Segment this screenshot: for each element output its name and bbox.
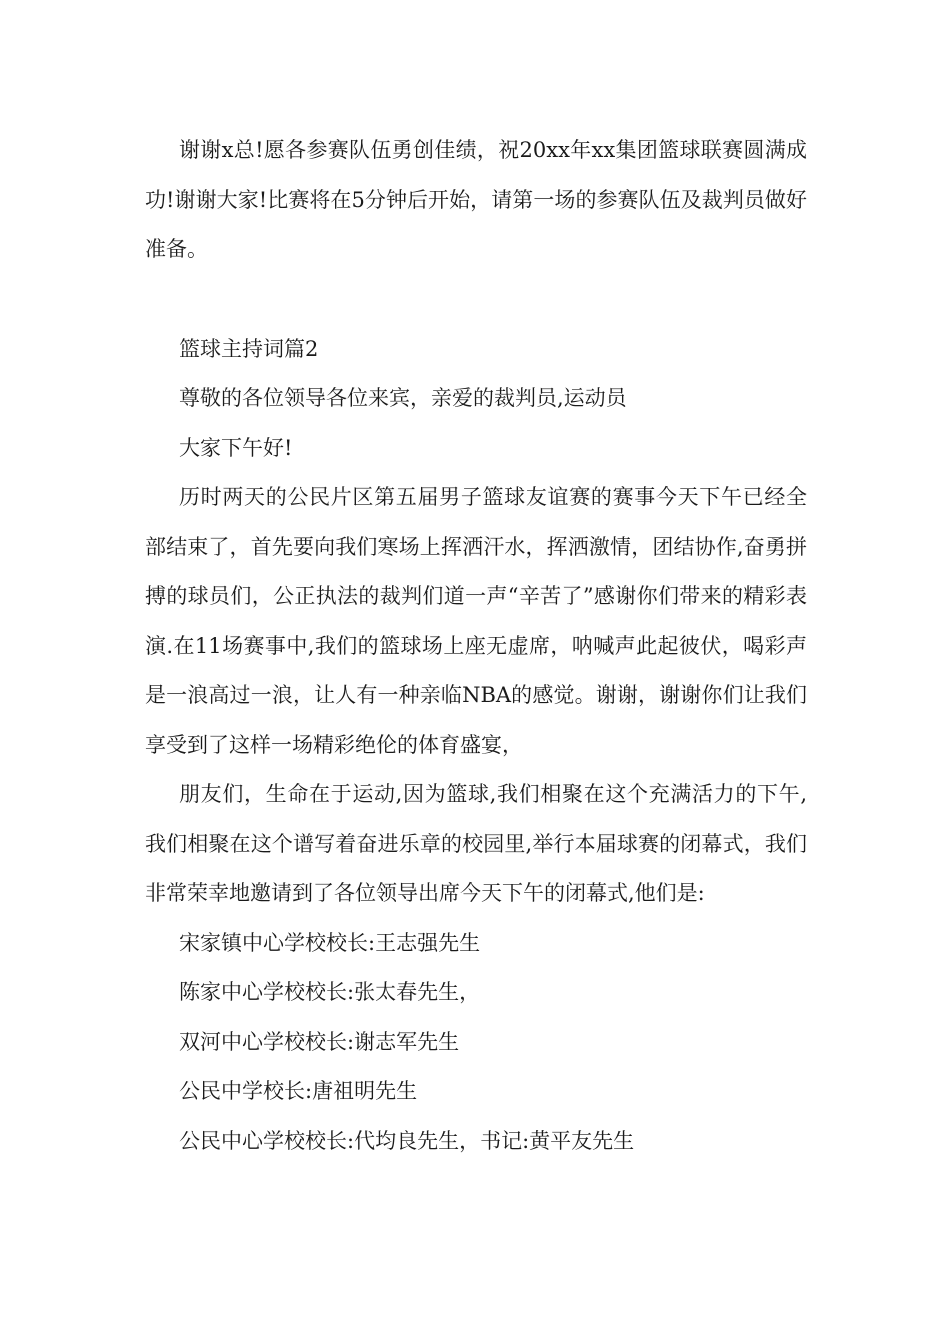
paragraph-summary: 历时两天的公民片区第五届男子篮球友谊赛的赛事今天下午已经全部结束了，首先要向我们寒场上挥洒汗水，挥洒激情，团结协作,奋勇拼搏的球员们，公正执法的裁判们道一声“辛苦了”感谢你们带来的精彩表演.在11场赛事中,我们的篮球场上座无虚席，呐喊声此起彼伏，喝彩声是一浪高过一浪，让人有一种亲临NBA的感觉。谢谢，谢谢你们让我们享受到了这样一场精彩绝伦的体育盛宴， (145, 485, 807, 757)
document-body (145, 126, 807, 1166)
guest-list-item: 陈家中心学校校长:张太春先生， (179, 980, 481, 1004)
paragraph-greeting: 大家下午好! (179, 435, 293, 460)
paragraph-spacer (145, 275, 807, 325)
guest-list-item: 公民中心学校校长:代均良先生，书记:黄平友先生 (179, 1128, 635, 1153)
guest-list-item: 公民中学校长:唐祖明先生 (179, 1079, 418, 1103)
paragraph-salutation: 尊敬的各位领导各位来宾，亲爱的裁判员,运动员 (179, 386, 627, 410)
section-heading: 篮球主持词篇2 (179, 336, 319, 361)
paragraph-friends: 朋友们，生命在于运动,因为篮球,我们相聚在这个充满活力的下午,我们相聚在这个谱写着奋进乐章的校园里,举行本届球赛的闭幕式，我们非常荣幸地邀请到了各位领导出席今天下午的闭幕式,他们是: (145, 782, 807, 905)
guest-list-item: 双河中心学校校长:谢志军先生 (179, 1029, 460, 1054)
guest-list-item: 宋家镇中心学校校长:王志强先生 (179, 930, 481, 955)
paragraph-closing-thanks: 谢谢x总!愿各参赛队伍勇创佳绩，祝20xx年xx集团篮球联赛圆满成功!谢谢大家!比赛将在5分钟后开始，请第一场的参赛队伍及裁判员做好准备。 (145, 138, 807, 261)
